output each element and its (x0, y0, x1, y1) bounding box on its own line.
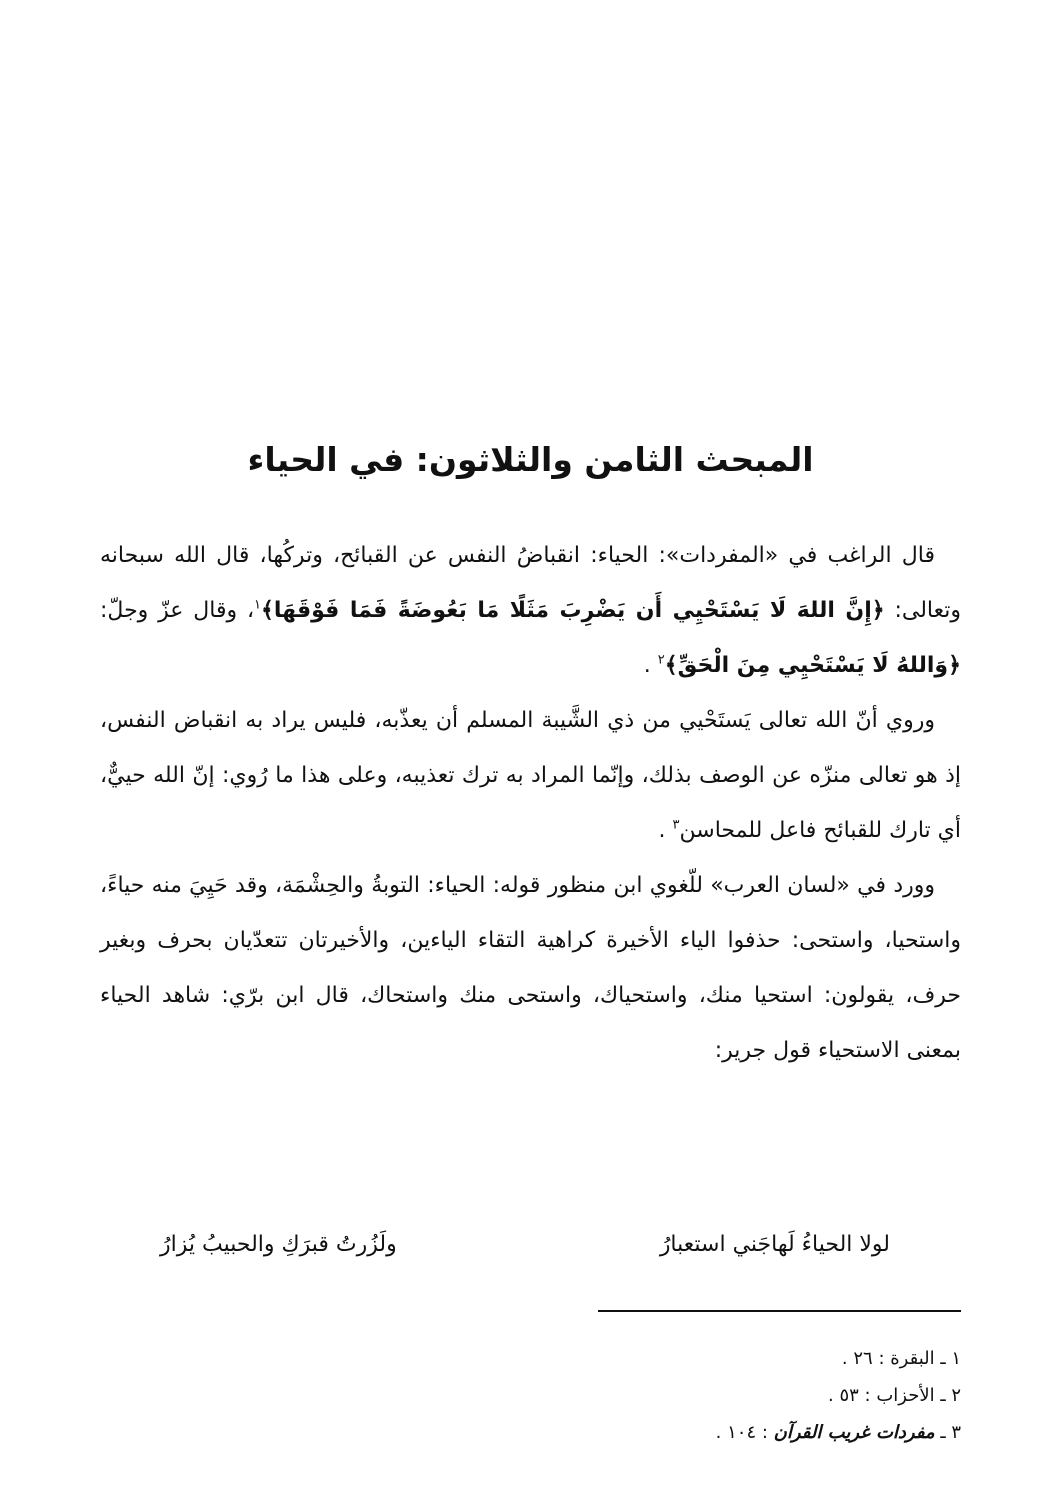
body-text (100, 528, 961, 1078)
paragraph-2-end: . (658, 818, 673, 843)
paragraph-1-text-b: ، وقال عزّ وجلّ: (100, 598, 255, 623)
footnote-2: ٢ ـ الأحزاب : ٥٣ . (828, 1385, 961, 1406)
paragraph-2-text: وروي أنّ الله تعالى يَستَحْيي من ذي الشَّيبة المسلم أن يعذّبه، فليس يراد به انقباض النفس، إذ هو تعالى منزّه عن الوصف بذلك، وإنّما المراد به ترك تعذيبه، وعلى هذا ما رُوي: إنّ الله حييٌّ، أي تارك للقبائح فاعل للمحاسن (100, 708, 961, 843)
poetry-verse (160, 1220, 890, 1270)
quran-verse-1: ﴿إِنَّ اللهَ لَا يَسْتَحْيِي أَن يَضْرِبَ مَثَلًا مَا بَعُوضَةً فَمَا فَوْقَهَا﴾ (261, 598, 885, 623)
footnote-ref-1: ١ (254, 597, 262, 613)
footnote-3 (560, 1414, 961, 1451)
paragraph-1-text-c: . (643, 653, 658, 678)
footnote-ref-3: ٣ (672, 817, 680, 833)
paragraph-1-text-a: قال الراغب في «المفردات»: الحياء: انقباضُ النفس عن القبائح، وتركُها، قال الله سبحانه وتعالى: (100, 543, 961, 623)
footnote-3-number: ٣ ـ (934, 1422, 961, 1443)
footnote-3-page: : ١٠٤ . (715, 1422, 774, 1443)
footnote-separator (598, 1310, 961, 1312)
paragraph-2 (100, 693, 961, 858)
verse-first-hemistich: لولا الحياءُ لَهاجَني استعبارُ (659, 1232, 890, 1257)
paragraph-1 (100, 528, 961, 693)
footnotes (560, 1340, 961, 1451)
quran-verse-2: ﴿وَاللهُ لَا يَسْتَحْيِي مِنَ الْحَقِّ﴾ (664, 653, 961, 678)
footnote-1: ١ ـ البقرة : ٢٦ . (841, 1348, 961, 1369)
footnote-3-source: مفردات غريب القرآن (773, 1422, 935, 1443)
section-title: المبحث الثامن والثلاثون: في الحياء (247, 440, 814, 479)
verse-second-hemistich: ولَزُرتُ قبرَكِ والحبيبُ يُزارُ (160, 1232, 397, 1257)
paragraph-3 (100, 858, 961, 1078)
paragraph-3-text: وورد في «لسان العرب» للّغوي ابن منظور قوله: الحياء: التوبةُ والحِشْمَة، وقد حَيِيَ منه حياءً، واستحيا، واستحى: حذفوا الياء الأخيرة كراهية التقاء الياءين، والأخيرتان تتعدّيان بحرف وبغير حرف، يقولون: استحيا منك، واستحياك، واستحى منك واستحاك، قال ابن برّي: شاهد الحياء بمعنى الاستحياء قول جرير: (100, 873, 961, 1063)
footnote-ref-2: ٢ (657, 652, 665, 668)
